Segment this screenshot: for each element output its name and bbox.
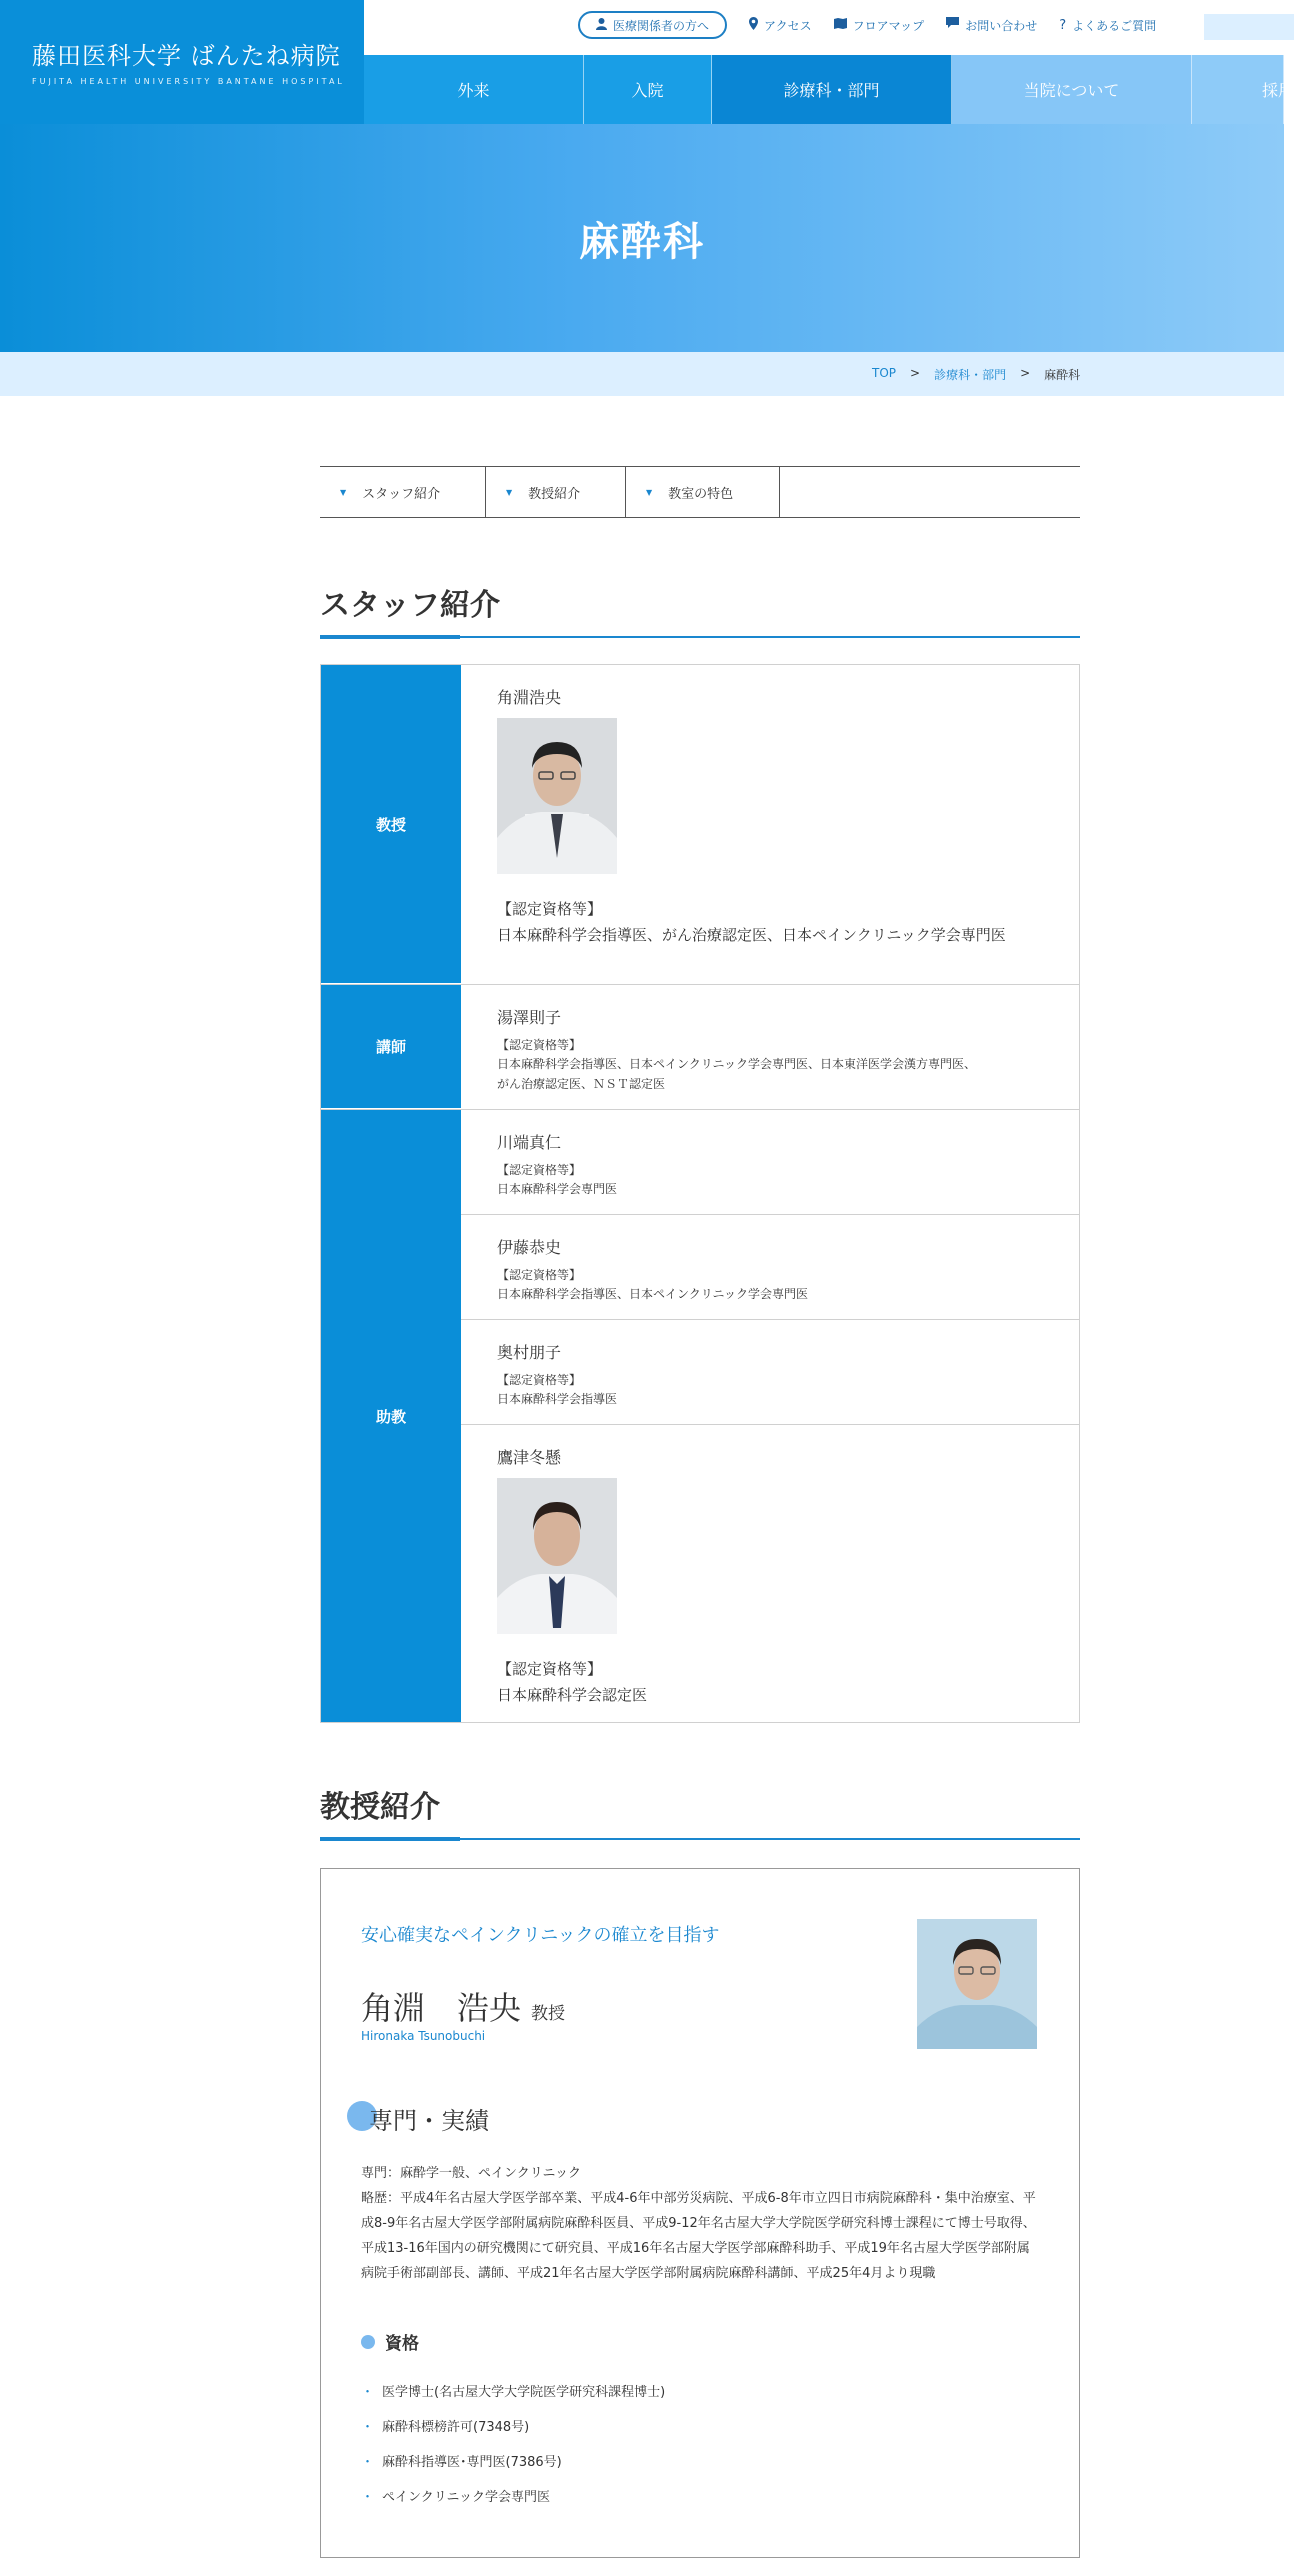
profile-name-line	[361, 1983, 565, 2029]
logo-title: 藤田医科大学 ばんたね病院	[32, 42, 341, 70]
specialty-text: 専門：麻酔学一般、ペインクリニック	[361, 2166, 581, 2181]
bullet-icon: ・	[361, 2385, 375, 2400]
member-certs: 日本麻酔科学会専門医	[497, 1182, 618, 1196]
breadcrumb	[0, 352, 1284, 396]
nav-outpatient[interactable]: 外来	[364, 55, 584, 124]
utility-nav	[578, 10, 1156, 40]
access-link[interactable]	[749, 17, 812, 34]
anchor-label: スタッフ紹介	[362, 486, 441, 502]
qualification-item: ・ 麻酔科標榜許可(7348号)	[361, 2420, 530, 2435]
member-certs: がん治療認定医、ＮＳＴ認定医	[497, 1077, 666, 1091]
member-certs: 日本麻酔科学会認定医	[497, 1686, 648, 1704]
bullet-icon: ・	[361, 2490, 375, 2505]
professor-section-heading	[320, 1782, 1080, 1840]
breadcrumb-top[interactable]: TOP	[872, 366, 897, 380]
member-cert-label: 【認定資格等】	[497, 1660, 603, 1678]
section-title: スタッフ紹介	[320, 588, 500, 623]
floor-map-label: フロアマップ	[852, 18, 925, 33]
member-name: 鷹津冬懸	[497, 1448, 562, 1467]
person-icon	[596, 18, 607, 33]
member-name: 角淵浩央	[497, 688, 562, 707]
search-input[interactable]	[1204, 14, 1294, 40]
page-title: 麻酔科	[579, 217, 705, 265]
profile-catchphrase: 安心確実なペインクリニックの確立を目指す	[361, 1925, 720, 1946]
bullet-icon: ・	[361, 2420, 375, 2435]
access-label: アクセス	[764, 18, 812, 33]
member-cert-label: 【認定資格等】	[497, 900, 603, 918]
member-cert-label: 【認定資格等】	[497, 1268, 582, 1282]
qualification-item: ・ ペインクリニック学会専門医	[361, 2490, 550, 2505]
breadcrumb-separator: >	[910, 366, 921, 380]
staff-member	[461, 985, 1079, 1109]
member-name: 伊藤恭史	[497, 1238, 562, 1257]
role-label: 教授	[321, 665, 461, 984]
profile-name: 角淵 浩央	[361, 1989, 522, 2027]
chat-icon	[946, 17, 959, 33]
bullet-icon: ・	[361, 2455, 375, 2470]
profile-title: 教授	[531, 2004, 566, 2024]
role-label: 助教	[321, 1110, 461, 1722]
qualification-item: ・ 医学博士(名古屋大学大学院医学研究科課程博士)	[361, 2385, 666, 2400]
member-cert-label: 【認定資格等】	[497, 1373, 582, 1387]
profile-photo	[917, 1919, 1037, 2049]
anchor-nav	[320, 466, 1080, 518]
contact-link[interactable]	[946, 17, 1037, 34]
contact-label: お問い合わせ	[965, 18, 1038, 33]
triangle-down-icon: ▼	[646, 487, 653, 497]
triangle-down-icon: ▼	[340, 487, 347, 497]
staff-row-lecturer	[321, 985, 1079, 1110]
anchor-label: 教室の特色	[668, 486, 734, 502]
anchor-professor[interactable]	[486, 467, 626, 517]
staff-row-assistant	[321, 1110, 1079, 1722]
medical-professionals-button[interactable]	[578, 11, 727, 39]
breadcrumb-separator: >	[1020, 366, 1031, 380]
staff-member	[461, 1110, 1079, 1215]
role-label: 講師	[321, 985, 461, 1109]
staff-row-professor	[321, 665, 1079, 985]
section-title: 教授紹介	[320, 1790, 440, 1825]
member-cert-label: 【認定資格等】	[497, 1163, 582, 1177]
question-icon: ?	[1059, 17, 1067, 33]
map-icon	[834, 18, 847, 33]
member-photo	[497, 1478, 617, 1634]
heading-underline	[320, 636, 1080, 638]
staff-member	[461, 1320, 1079, 1425]
staff-member	[461, 665, 1079, 984]
member-name: 湯澤則子	[497, 1008, 562, 1027]
career-heading: 専門・実績	[353, 2101, 489, 2136]
nav-recruit[interactable]: 採用	[1192, 55, 1284, 124]
staff-member	[461, 1425, 1079, 1722]
professor-profile	[320, 1868, 1080, 2558]
faq-link[interactable]	[1059, 17, 1156, 34]
logo-subtitle: FUJITA HEALTH UNIVERSITY BANTANE HOSPITAL	[32, 77, 345, 86]
career-text	[361, 2161, 1041, 2286]
member-cert-label: 【認定資格等】	[497, 1038, 582, 1052]
map-pin-icon	[749, 17, 758, 34]
page-hero	[0, 124, 1284, 352]
member-certs: 日本麻酔科学会指導医、日本ペインクリニック学会専門医、日本東洋医学会漢方専門医、	[497, 1057, 977, 1071]
member-name: 川端真仁	[497, 1133, 562, 1152]
heading-underline	[320, 1838, 1080, 1840]
member-certs: 日本麻酔科学会指導医、がん治療認定医、日本ペインクリニック学会専門医	[497, 926, 1006, 944]
member-photo	[497, 718, 617, 874]
breadcrumb-current: 麻酔科	[1044, 368, 1081, 382]
qualification-item: ・ 麻酔科指導医･専門医(7386号)	[361, 2455, 562, 2470]
faq-label: よくあるご質問	[1072, 18, 1157, 33]
anchor-staff[interactable]	[320, 467, 486, 517]
triangle-down-icon: ▼	[506, 487, 513, 497]
career-history: 略歴：平成4年名古屋大学医学部卒業、平成4-6年中部労災病院、平成6-8年市立四日市病院麻酔科・集中治療室、平成8-9年名古屋大学医学部附属病院麻酔科医員、平成9-12年名古屋大学大学院医学研究科博士課程にて博士号取得、平成13-16年国内の研究機関にて研究員、平成16年名古屋大学医学部麻酔科助手、平成19年名古屋大学医学部附属病院手術部副部長、講師、平成21年名古屋大学医学部附属病院麻酔科講師、平成25年4月より現職	[361, 2191, 1036, 2281]
anchor-label: 教授紹介	[528, 486, 581, 502]
medical-professionals-label: 医療関係者の方へ	[613, 18, 710, 33]
anchor-features[interactable]	[626, 467, 780, 517]
nav-about[interactable]: 当院について	[952, 55, 1192, 124]
nav-departments[interactable]: 診療科・部門	[712, 55, 952, 124]
global-nav	[364, 55, 1294, 124]
member-certs: 日本麻酔科学会指導医、日本ペインクリニック学会専門医	[497, 1287, 809, 1301]
staff-section-heading	[320, 580, 1080, 638]
member-certs: 日本麻酔科学会指導医	[497, 1392, 618, 1406]
qualifications-heading: 資格	[361, 2329, 419, 2354]
staff-member	[461, 1215, 1079, 1320]
staff-table	[320, 664, 1080, 1723]
site-logo[interactable]	[0, 0, 364, 124]
circle-bullet-icon	[361, 2335, 375, 2349]
breadcrumb-departments[interactable]: 診療科・部門	[934, 368, 1007, 382]
member-name: 奥村朋子	[497, 1343, 562, 1362]
floor-map-link[interactable]	[834, 17, 925, 34]
nav-inpatient[interactable]: 入院	[584, 55, 712, 124]
profile-roman-name: Hironaka Tsunobuchi	[361, 2029, 486, 2043]
